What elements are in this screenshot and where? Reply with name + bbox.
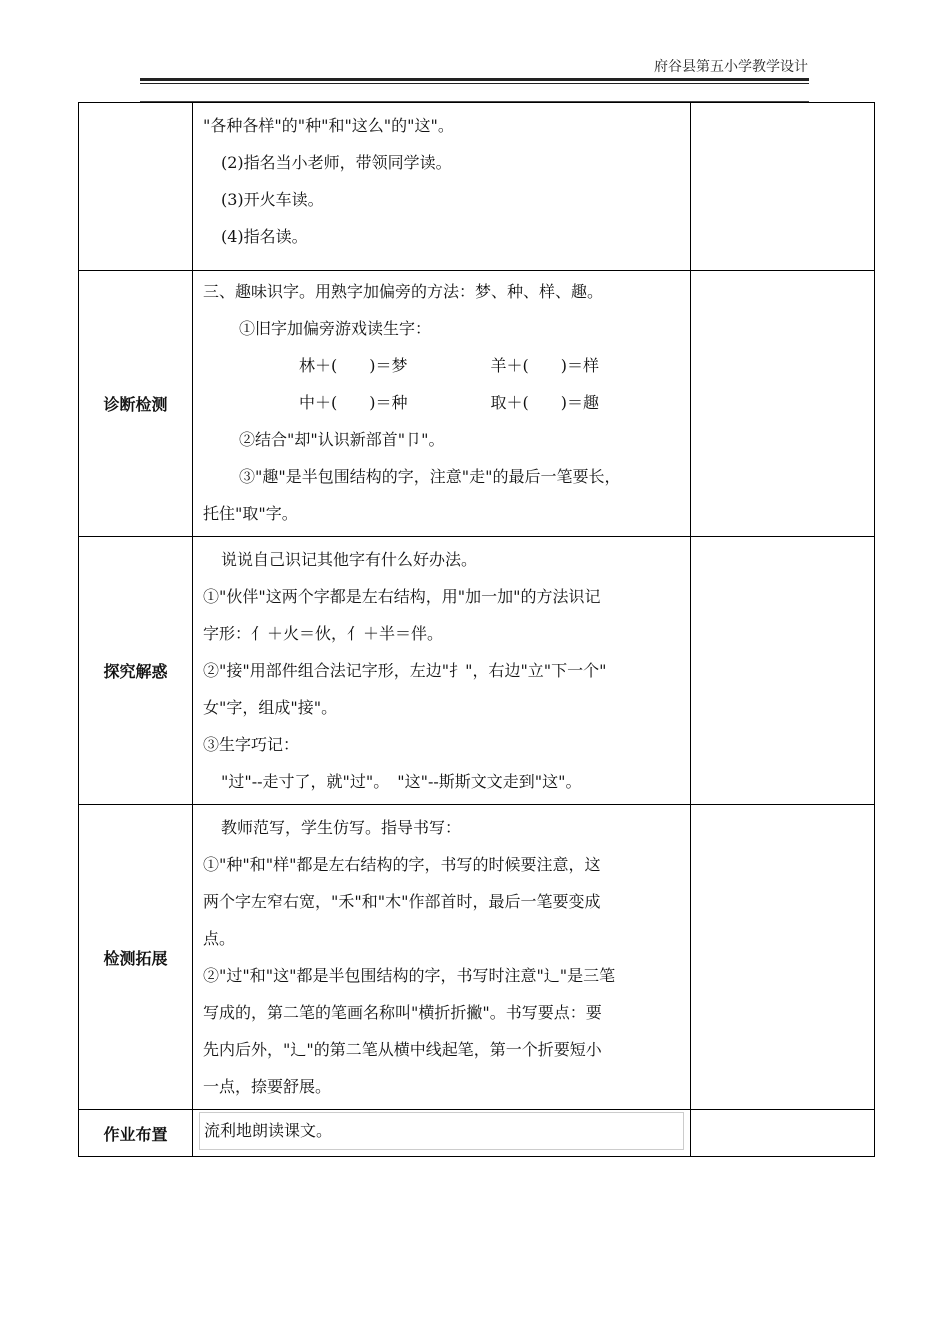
reading-content-cell bbox=[193, 103, 691, 271]
explore-line: 说说自己识记其他字有什么好办法。 bbox=[221, 550, 478, 569]
reading-label-cell bbox=[79, 103, 193, 271]
reading-line: (3)开火车读。 bbox=[221, 190, 324, 209]
explore-line: 女"字，组成"接"。 bbox=[203, 698, 338, 717]
reading-line: "各种各样"的"种"和"这么"的"这"。 bbox=[203, 116, 454, 135]
diagnosis-intro: 三、趣味识字。用熟字加偏旁的方法：梦、种、样、趣。 bbox=[203, 282, 604, 301]
header-rule-thin bbox=[140, 83, 809, 84]
explore-line: ①"伙伴"这两个字都是左右结构，用"加一加"的方法识记 bbox=[203, 587, 601, 606]
extend-line: 教师范写，学生仿写。指导书写： bbox=[221, 818, 462, 837]
homework-notes-cell bbox=[691, 1110, 875, 1157]
equation-row bbox=[203, 384, 682, 421]
diagnosis-content-cell bbox=[193, 271, 691, 537]
equation: 羊＋( )＝样 bbox=[490, 356, 599, 375]
equation-row bbox=[203, 347, 682, 384]
extend-line: ①"种"和"样"都是左右结构的字，书写的时候要注意，这 bbox=[203, 855, 601, 874]
explore-label: 探究解惑 bbox=[79, 537, 193, 805]
explore-content-cell bbox=[193, 537, 691, 805]
diagnosis-qu-line: 托住"取"字。 bbox=[203, 504, 298, 523]
diagnosis-row bbox=[79, 271, 875, 537]
diagnosis-qu-line: ③"趣"是半包围结构的字，注意"走"的最后一笔要长， bbox=[239, 467, 621, 486]
diagnosis-radical: ②结合"却"认识新部首"卩"。 bbox=[239, 430, 445, 449]
extend-label: 检测拓展 bbox=[79, 805, 193, 1110]
extend-notes-cell bbox=[691, 805, 875, 1110]
explore-line: ③生字巧记： bbox=[203, 735, 300, 754]
reading-line: (4)指名读。 bbox=[221, 227, 308, 246]
extend-line: 先内后外，"辶"的第二笔从横中线起笔，第一个折要短小 bbox=[203, 1040, 602, 1059]
extend-line: 写成的，第二笔的笔画名称叫"横折折撇"。书写要点：要 bbox=[203, 1003, 602, 1022]
equation: 中＋( )＝种 bbox=[299, 393, 408, 412]
reading-row bbox=[79, 103, 875, 271]
diagnosis-notes-cell bbox=[691, 271, 875, 537]
extend-line: 两个字左窄右宽，"禾"和"木"作部首时，最后一笔要变成 bbox=[203, 892, 601, 911]
diagnosis-game: ①旧字加偏旁游戏读生字： bbox=[239, 319, 432, 338]
extend-line: 点。 bbox=[203, 929, 236, 948]
extend-line: 一点，捺要舒展。 bbox=[203, 1077, 332, 1096]
equation: 取＋( )＝趣 bbox=[490, 393, 599, 412]
reading-notes-cell bbox=[691, 103, 875, 271]
diagnosis-label: 诊断检测 bbox=[79, 271, 193, 537]
explore-line: "过"--走寸了，就"过"。 "这"--斯斯文文走到"这"。 bbox=[221, 772, 582, 791]
school-header: 府谷县第五小学教学设计 bbox=[654, 59, 808, 75]
extend-row bbox=[79, 805, 875, 1110]
homework-text: 流利地朗读课文。 bbox=[199, 1112, 684, 1150]
homework-content-cell bbox=[193, 1110, 691, 1157]
lesson-plan-table bbox=[78, 102, 875, 1157]
explore-line: ②"接"用部件组合法记字形，左边"扌"，右边"立"下一个" bbox=[203, 661, 607, 680]
equation: 林＋( )＝梦 bbox=[299, 356, 408, 375]
homework-label: 作业布置 bbox=[79, 1110, 193, 1157]
homework-row bbox=[79, 1110, 875, 1157]
explore-row bbox=[79, 537, 875, 805]
explore-notes-cell bbox=[691, 537, 875, 805]
reading-line: (2)指名当小老师，带领同学读。 bbox=[221, 153, 452, 172]
header-rule-thick bbox=[140, 78, 809, 81]
explore-line: 字形：亻＋火＝伙，亻＋半＝伴。 bbox=[203, 624, 444, 643]
extend-content-cell bbox=[193, 805, 691, 1110]
extend-line: ②"过"和"这"都是半包围结构的字，书写时注意"辶"是三笔 bbox=[203, 966, 616, 985]
